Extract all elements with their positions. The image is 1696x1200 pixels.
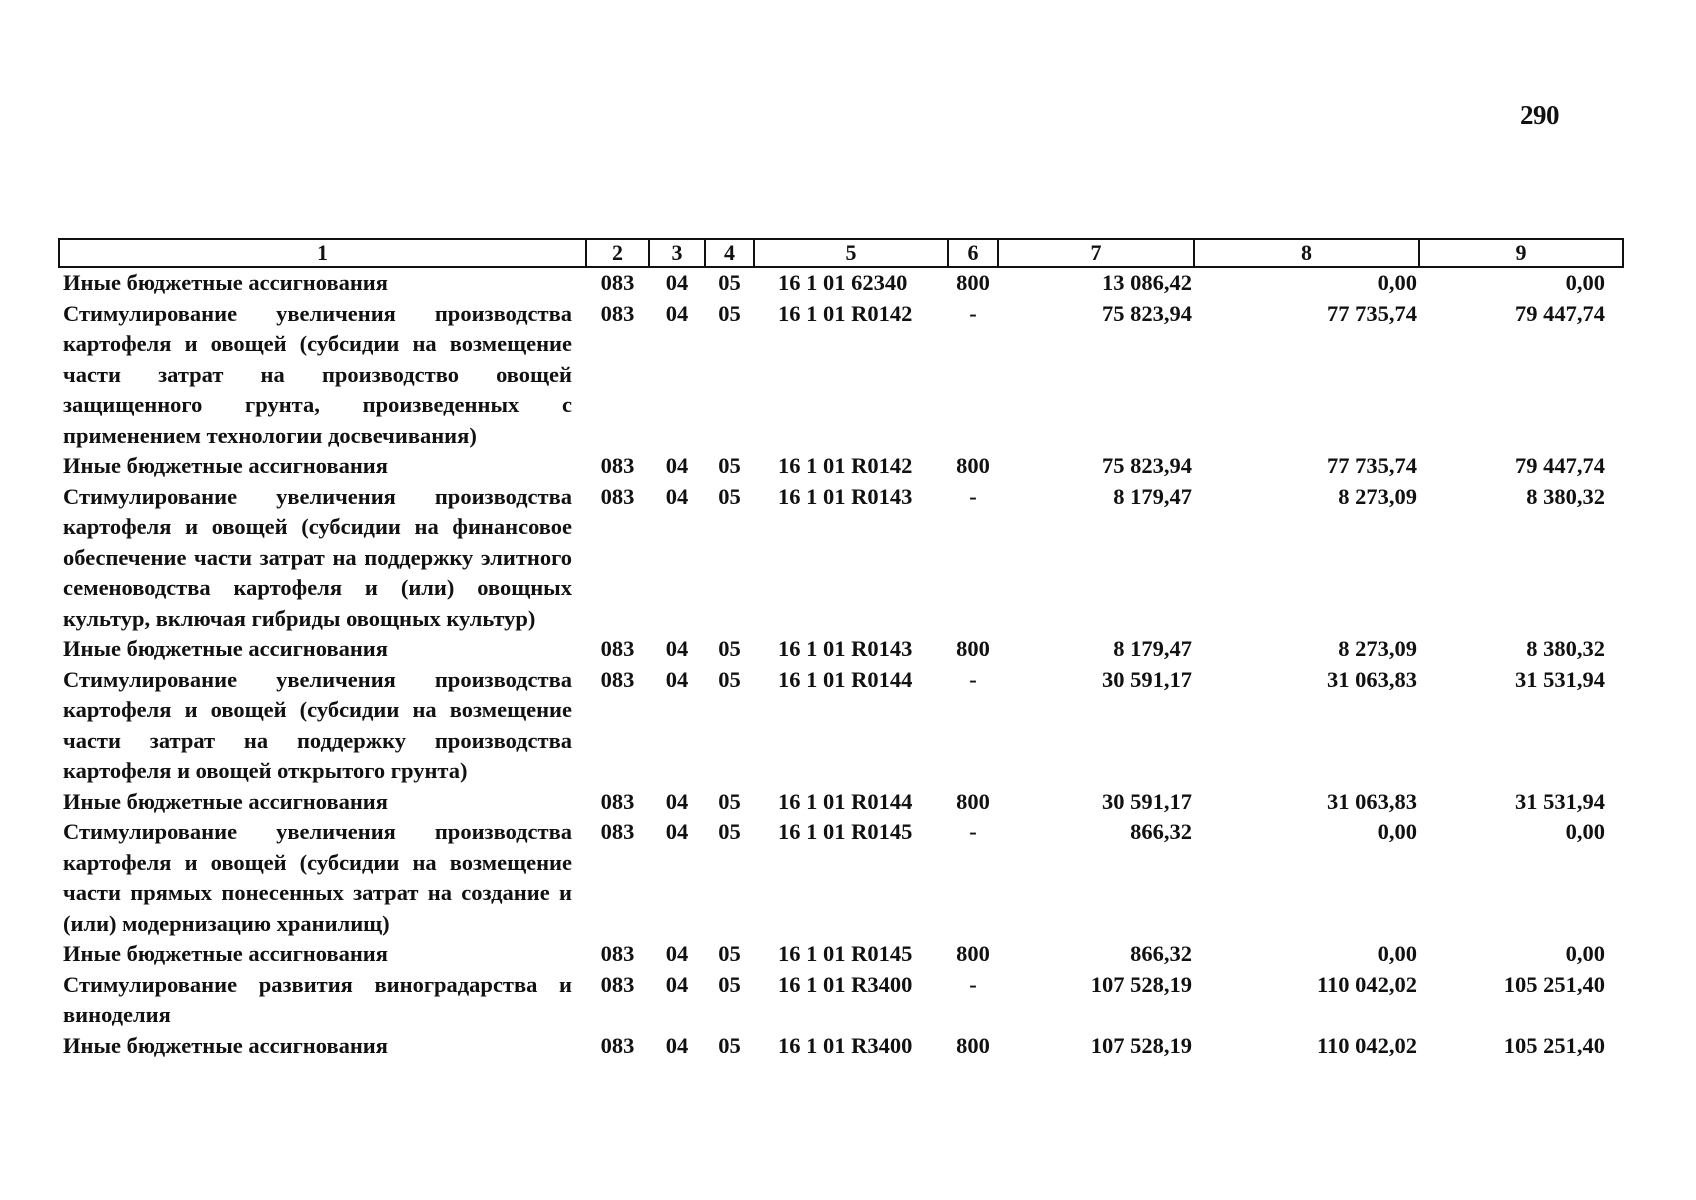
row-code-6-cell: 800 (956, 636, 990, 661)
table-row (59, 665, 1623, 787)
row-code-4-cell: 05 (718, 1032, 741, 1058)
row-amount-8-cell: 110 042,02 (1316, 1032, 1417, 1058)
row-name-cell: Иные бюджетные ассигнования (63, 1032, 388, 1058)
table-row (59, 451, 1623, 482)
row-code-2-cell: 083 (600, 819, 635, 844)
row-amount-7-cell: 107 528,19 (1090, 1032, 1192, 1058)
row-amount-8-cell: 31 063,83 (1327, 788, 1417, 814)
row-amount-8-cell: 0,00 (1377, 270, 1417, 295)
table-row (59, 299, 1623, 452)
row-amount-7-cell: 13 086,42 (1102, 270, 1192, 295)
header-cell: 1 (59, 239, 586, 267)
row-amount-9-cell: 0,00 (1565, 941, 1605, 966)
row-code-3-cell: 04 (665, 788, 689, 814)
row-code-2-cell: 083 (600, 300, 635, 326)
row-code-6-cell: 800 (956, 453, 990, 478)
row-code-6-cell: 800 (956, 270, 990, 295)
row-amount-7-cell: 8 179,47 (1113, 483, 1192, 509)
row-code-6-cell: - (969, 300, 977, 326)
row-code-6-cell: - (969, 666, 977, 692)
row-amount-9-cell: 0,00 (1565, 819, 1605, 844)
row-code-4-cell: 05 (718, 941, 741, 966)
row-code-5-cell: 16 1 01 R0145 (778, 941, 913, 966)
row-code-5-cell: 16 1 01 R0143 (778, 483, 913, 509)
table-row (59, 939, 1623, 970)
row-code-5-cell: 16 1 01 R0142 (778, 300, 913, 326)
row-code-3-cell: 04 (665, 636, 689, 661)
row-code-3-cell: 04 (665, 941, 689, 966)
row-name-cell: Стимулирование увеличения производства картофеля и овощей (субсидии на возмещение части прямых понесенных затрат на создание и (или) модернизацию хранилищ) (63, 819, 572, 936)
row-code-4-cell: 05 (718, 453, 741, 478)
row-amount-8-cell: 77 735,74 (1327, 453, 1417, 478)
row-amount-9-cell: 105 251,40 (1503, 1032, 1605, 1058)
row-code-5-cell: 16 1 01 62340 (778, 270, 908, 295)
row-code-2-cell: 083 (600, 788, 635, 814)
budget-table (58, 238, 1624, 1061)
row-amount-9-cell: 8 380,32 (1526, 636, 1605, 661)
row-amount-8-cell: 77 735,74 (1327, 300, 1417, 326)
header-cell: 6 (948, 239, 998, 267)
table-row (59, 482, 1623, 635)
row-name-cell: Иные бюджетные ассигнования (63, 636, 388, 661)
row-code-2-cell: 083 (600, 483, 635, 509)
row-code-2-cell: 083 (600, 636, 635, 661)
row-code-4-cell: 05 (718, 300, 741, 326)
row-code-4-cell: 05 (718, 788, 741, 814)
row-code-2-cell: 083 (600, 941, 635, 966)
row-code-4-cell: 05 (718, 636, 741, 661)
row-amount-8-cell: 31 063,83 (1327, 666, 1417, 692)
row-amount-9-cell: 31 531,94 (1515, 788, 1605, 814)
table-row (59, 1031, 1623, 1062)
row-amount-7-cell: 30 591,17 (1102, 788, 1192, 814)
row-amount-7-cell: 866,32 (1130, 819, 1192, 844)
row-code-5-cell: 16 1 01 R3400 (778, 1032, 913, 1058)
table-body (59, 267, 1623, 1061)
table-row (59, 970, 1623, 1031)
row-amount-9-cell: 79 447,74 (1515, 453, 1605, 478)
header-cell: 3 (649, 239, 705, 267)
row-amount-9-cell: 0,00 (1565, 270, 1605, 295)
row-amount-9-cell: 31 531,94 (1515, 666, 1605, 692)
page-number: 290 (1520, 100, 1559, 130)
row-code-2-cell: 083 (600, 666, 635, 692)
row-code-6-cell: 800 (956, 1032, 990, 1058)
row-amount-7-cell: 30 591,17 (1102, 666, 1192, 692)
row-code-6-cell: 800 (956, 788, 990, 814)
table-row (59, 267, 1623, 299)
row-amount-7-cell: 107 528,19 (1090, 971, 1192, 997)
row-amount-8-cell: 110 042,02 (1316, 971, 1417, 997)
row-code-3-cell: 04 (665, 453, 689, 478)
row-code-3-cell: 04 (665, 300, 689, 326)
row-code-6-cell: 800 (956, 941, 990, 966)
row-code-2-cell: 083 (600, 453, 635, 478)
row-name-cell: Иные бюджетные ассигнования (63, 788, 388, 814)
row-code-3-cell: 04 (665, 971, 689, 997)
row-code-3-cell: 04 (665, 270, 689, 295)
row-code-4-cell: 05 (718, 483, 741, 509)
row-code-5-cell: 16 1 01 R0144 (778, 788, 913, 814)
row-code-6-cell: - (969, 819, 977, 844)
row-amount-7-cell: 75 823,94 (1102, 453, 1192, 478)
row-code-6-cell: - (969, 971, 977, 997)
row-code-6-cell: - (969, 483, 977, 509)
row-amount-8-cell: 8 273,09 (1338, 483, 1417, 509)
row-name-cell: Иные бюджетные ассигнования (63, 453, 388, 478)
row-code-5-cell: 16 1 01 R3400 (778, 971, 913, 997)
row-code-2-cell: 083 (600, 1032, 635, 1058)
header-cell: 8 (1194, 239, 1419, 267)
header-cell: 7 (998, 239, 1194, 267)
row-code-3-cell: 04 (665, 1032, 689, 1058)
table-row (59, 817, 1623, 939)
row-amount-8-cell: 8 273,09 (1338, 636, 1417, 661)
row-amount-8-cell: 0,00 (1377, 819, 1417, 844)
row-name-cell: Стимулирование увеличения производства картофеля и овощей (субсидии на финансовое обеспечение части затрат на поддержку элитного семеноводства картофеля и (или) овощных культур, включая гибриды овощных культур) (63, 483, 572, 631)
row-amount-7-cell: 8 179,47 (1113, 636, 1192, 661)
row-name-cell: Стимулирование увеличения производства картофеля и овощей (субсидии на возмещение части затрат на поддержку производства картофеля и овощей открытого грунта) (63, 666, 572, 783)
row-code-5-cell: 16 1 01 R0144 (778, 666, 913, 692)
row-code-2-cell: 083 (600, 270, 635, 295)
row-code-4-cell: 05 (718, 270, 741, 295)
row-code-3-cell: 04 (665, 666, 689, 692)
table-row (59, 634, 1623, 665)
row-amount-7-cell: 866,32 (1130, 941, 1192, 966)
row-code-2-cell: 083 (600, 971, 635, 997)
row-code-4-cell: 05 (718, 819, 741, 844)
row-code-5-cell: 16 1 01 R0142 (778, 453, 913, 478)
row-code-5-cell: 16 1 01 R0143 (778, 636, 913, 661)
header-cell: 2 (586, 239, 649, 267)
row-amount-7-cell: 75 823,94 (1102, 300, 1192, 326)
row-name-cell: Стимулирование увеличения производства картофеля и овощей (субсидии на возмещение части затрат на производство овощей защищенного грунта, произведенных с применением технологии досвечивания) (63, 300, 572, 448)
row-amount-9-cell: 8 380,32 (1526, 483, 1605, 509)
row-code-3-cell: 04 (665, 483, 689, 509)
header-row (59, 239, 1623, 267)
header-cell: 9 (1419, 239, 1623, 267)
row-code-4-cell: 05 (718, 666, 741, 692)
row-name-cell: Иные бюджетные ассигнования (63, 941, 388, 966)
header-cell: 4 (705, 239, 754, 267)
header-cell: 5 (754, 239, 948, 267)
row-code-3-cell: 04 (665, 819, 689, 844)
table-row (59, 787, 1623, 818)
row-name-cell: Иные бюджетные ассигнования (63, 270, 388, 295)
row-name-cell: Стимулирование развития виноградарства и виноделия (63, 971, 572, 1027)
row-code-5-cell: 16 1 01 R0145 (778, 819, 913, 844)
row-amount-9-cell: 105 251,40 (1503, 971, 1605, 997)
row-amount-9-cell: 79 447,74 (1515, 300, 1605, 326)
row-amount-8-cell: 0,00 (1377, 941, 1417, 966)
row-code-4-cell: 05 (718, 971, 741, 997)
